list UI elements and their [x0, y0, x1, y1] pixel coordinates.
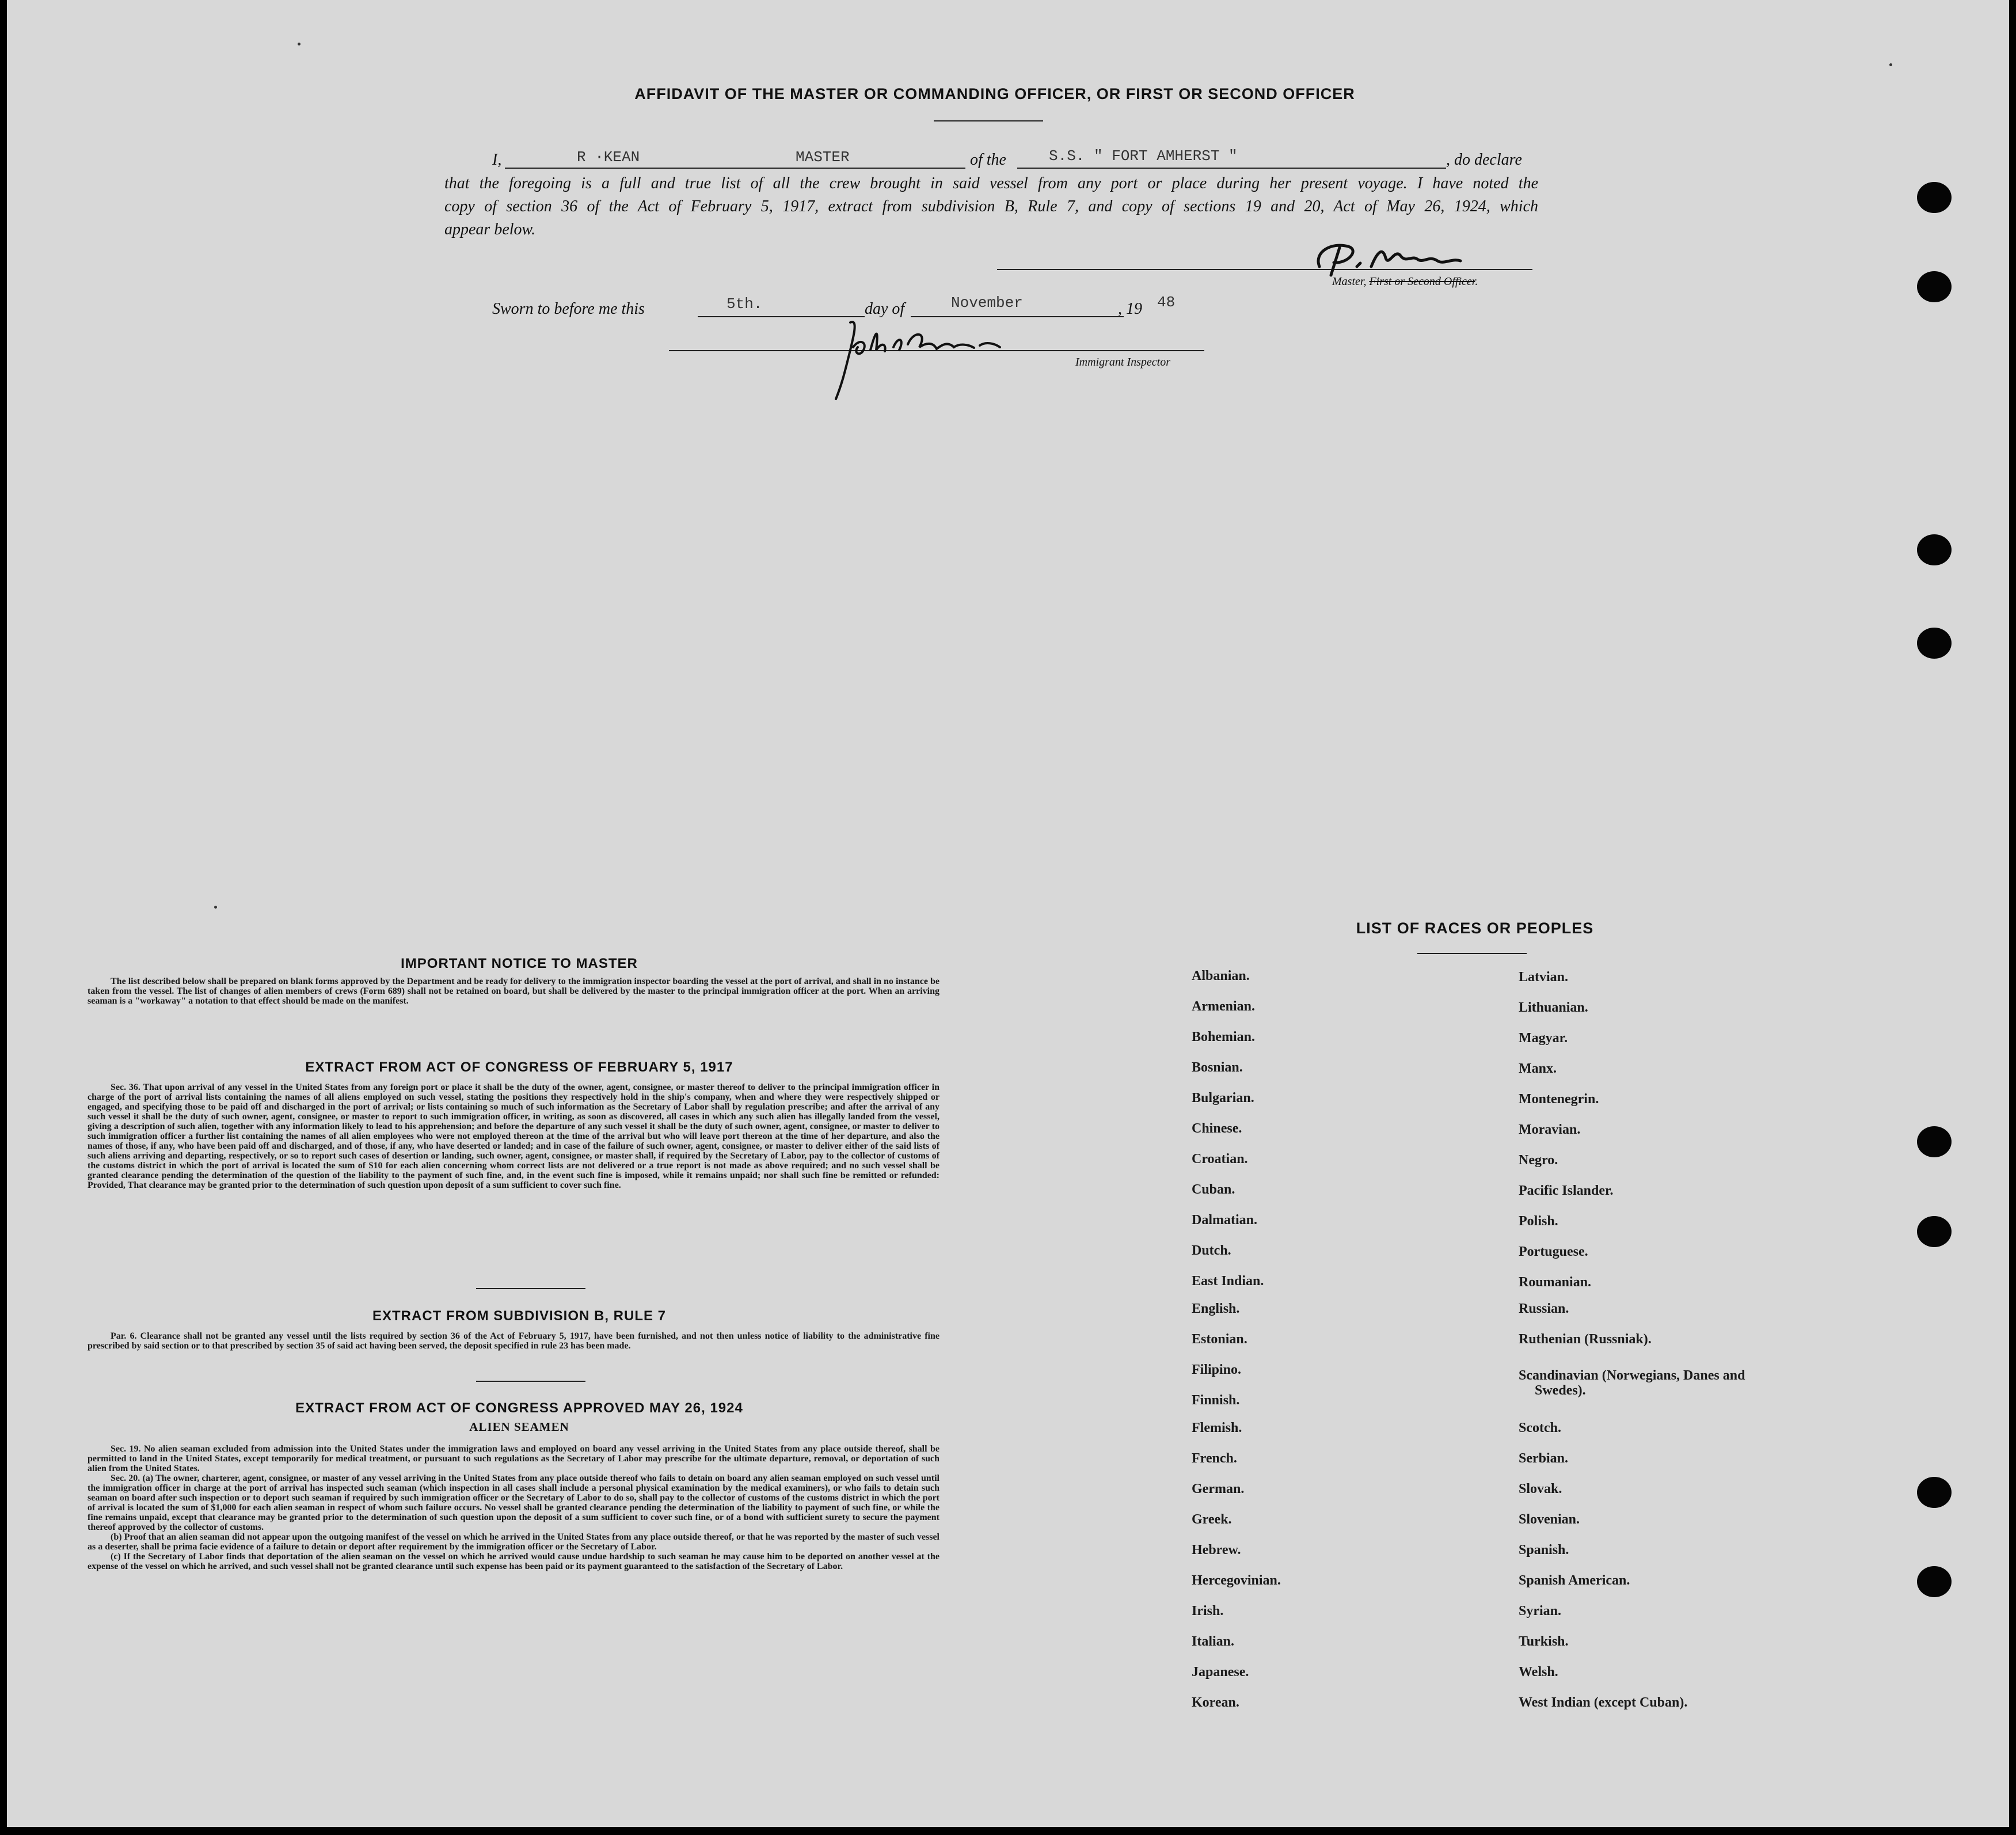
do-declare: , do declare [1446, 151, 1522, 169]
race-item: English. [1192, 1301, 1240, 1316]
extract-1924-text [88, 1444, 939, 1571]
race-item: Negro. [1519, 1153, 1558, 1168]
sec20c-paragraph: (c) If the Secretary of Labor finds that deportation of the alien seaman on the vessel on which he arrived would cause undue hardship to such seaman he may cause him to be deported on another vessel at the expense of the vessel on which he arrived, and such vessel shall not be granted clearance until such expense has been paid or its payment guaranteed to the satisfaction of the Secretary of Labor. [88, 1552, 939, 1571]
inspector-signature [796, 316, 1037, 402]
race-item: Pacific Islander. [1519, 1183, 1614, 1198]
divider [476, 1288, 585, 1289]
notice-paragraph: The list described below shall be prepared on blank forms approved by the Department and be ready for delivery to the immigration inspector boarding the vessel at the port of arrival, and shall in no instance be taken from the vessel. The list of changes of alien members of crews (Form 689) shall not be retained on board, but shall be delivered by the master to the principal immigration officer at the port. When an arriving seaman is a "workaway" a notation to that effect should be made on the manifest. [88, 977, 939, 1006]
race-item: Dutch. [1192, 1243, 1231, 1258]
race-item: Finnish. [1192, 1393, 1240, 1408]
race-item: Croatian. [1192, 1152, 1248, 1167]
affidavit-title: AFFIDAVIT OF THE MASTER OR COMMANDING OFFICER, OR FIRST OR SECOND OFFICER [634, 85, 1355, 102]
declaration-line-2: copy of section 36 of the Act of February 5, 1917, extract from subdivision B, Rule 7, and copy of sections 19 and 20, Act of May 26, 1924, which [444, 197, 1538, 215]
race-item: Flemish. [1192, 1420, 1242, 1435]
race-item: Filipino. [1192, 1362, 1242, 1377]
race-item: East Indian. [1192, 1274, 1264, 1289]
vessel-line [1017, 168, 1446, 169]
race-item: Scotch. [1519, 1420, 1561, 1435]
race-item: Russian. [1519, 1301, 1569, 1316]
race-item: Dalmatian. [1192, 1213, 1257, 1228]
year-prefix: , 19 [1118, 300, 1142, 318]
races-title: LIST OF RACES OR PEOPLES [1356, 920, 1594, 937]
race-item: Bulgarian. [1192, 1091, 1254, 1105]
race-item: Greek. [1192, 1512, 1232, 1527]
of-the-label: of the [970, 151, 1006, 169]
sworn-label: Sworn to before me this [492, 300, 645, 318]
par6-paragraph: Par. 6. Clearance shall not be granted any vessel until the lists required by section 36 of the Act of February 5, 1917, have been furnished, and not then unless notice of liability to the administrative fine prescribed by said section or to that prescribed by section 35 of said act having been served, the deposit specified in rule 23 has been made. [88, 1331, 939, 1351]
i-label: I, [492, 151, 502, 169]
caption-master: Master, [1332, 275, 1367, 288]
race-item: German. [1192, 1481, 1245, 1496]
race-item: Hebrew. [1192, 1543, 1241, 1557]
sec20b-paragraph: (b) Proof that an alien seaman did not appear upon the outgoing manifest of the vessel on which he arrived in the United States from any place outside thereof, or that he was reported by the master of such vessel as a deserter, shall be prima facie evidence of a failure to detain or deport after requirement by the immigration officer or the Secretary of Labor. [88, 1532, 939, 1552]
alien-seamen-subtitle: ALIEN SEAMEN [469, 1420, 569, 1434]
sec20a-paragraph: Sec. 20. (a) The owner, charterer, agent, consignee, or master of any vessel arriving in the United States from any place outside thereof who fails to detain on board any alien seaman employed on such vessel until the immigration officer in charge at the port of arrival has inspected such seaman (which inspection in all cases shall include a personal physical examination by the medical examiners), or who fails to detain such seaman on board after such inspection or to deport such seaman if required by such immigration officer or the Secretary of Labor to do so, shall pay to the collector of customs of the customs district in which the port of arrival is located the sum of $1,000 for each alien seaman in respect of whom such failure occurs. No vessel shall be granted clearance pending the determination of the liability to payment of such fine, or while the fine remains unpaid, except that clearance may be granted prior to the determination of such question upon the deposit of a sum sufficient to cover such fine, or of a bond with sufficient surety to secure the payment thereof approved by the collector of customs. [88, 1473, 939, 1532]
speck [298, 43, 301, 45]
race-item: Japanese. [1192, 1665, 1249, 1680]
caption-end: . [1475, 275, 1478, 288]
binder-hole [1917, 1216, 1952, 1247]
race-item: Latvian. [1519, 970, 1569, 985]
race-item: Turkish. [1519, 1634, 1569, 1649]
speck [214, 906, 217, 909]
race-item: Armenian. [1192, 999, 1255, 1014]
race-item: Hercegovinian. [1192, 1573, 1281, 1588]
race-item: Chinese. [1192, 1121, 1242, 1136]
divider [1417, 953, 1527, 954]
race-item: Moravian. [1519, 1122, 1581, 1137]
race-item: Manx. [1519, 1061, 1557, 1076]
race-item: Irish. [1192, 1604, 1224, 1619]
sec19-paragraph: Sec. 19. No alien seaman excluded from admission into the United States under the immigration laws and employed on board any vessel arriving in the United States from any place outside thereof, shall be permitted to land in the United States, except temporarily for medical treatment, or pursuant to such regulations as the Secretary of Labor may prescribe for the ultimate departure, removal, or deportation of such alien from the United States. [88, 1444, 939, 1473]
vessel-name: S.S. " FORT AMHERST " [1049, 147, 1238, 165]
declaration-line-1: that the foregoing is a full and true list of all the crew brought in said vessel from any port or place during her present voyage. I have noted the [444, 174, 1538, 192]
document-page [7, 0, 2009, 1827]
caption-struck: First or Second Officer [1369, 275, 1475, 288]
binder-hole [1917, 1126, 1952, 1157]
binder-hole [1917, 182, 1952, 213]
race-item: Bohemian. [1192, 1029, 1256, 1044]
race-item: Montenegrin. [1519, 1092, 1599, 1107]
notice-text [88, 977, 939, 1006]
declaration-line-3: appear below. [444, 221, 536, 238]
inspector-caption: Immigrant Inspector [1075, 356, 1170, 368]
race-item: Serbian. [1519, 1451, 1569, 1466]
race-item: French. [1192, 1451, 1237, 1466]
sworn-day: 5th. [726, 295, 763, 313]
race-item: Cuban. [1192, 1182, 1235, 1197]
race-item: Polish. [1519, 1214, 1558, 1229]
divider [934, 120, 1043, 121]
extract-1924-title: EXTRACT FROM ACT OF CONGRESS APPROVED MAY 26, 1924 [295, 1400, 743, 1416]
race-item: Spanish American. [1519, 1573, 1630, 1588]
race-item: Roumanian. [1519, 1275, 1592, 1290]
sec36-paragraph: Sec. 36. That upon arrival of any vessel in the United States from any foreign port or place it shall be the duty of the owner, agent, consignee, or master thereof to deliver to the principal immigration officer in charge of the port of arrival lists containing the names of all aliens employed on such vessel, stating the positions they respectively hold in the ship's company, when and where they were respectively shipped or engaged, and specifying those to be paid off and discharged in the port of arrival; or lists containing so much of such information as the Secretary of Labor shall by regulation prescribe; and after the arrival of any such vessel it shall be the duty of such owner, agent, consignee, or master to report to such immigration officer, in writing, as soon as discovered, all cases in which any such alien has illegally landed from the vessel, giving a description of such alien, together with any information likely to lead to his apprehension; and before the departure of any such vessel it shall be the duty of such owner, agent, consignee, or master to deliver to such immigration officer a further list containing the names of all alien employees who were not employed thereon at the time of the arrival but who will leave port thereon at the time of her departure, and also the names of those, if any, who have been paid off and discharged, and of those, if any, who have deserted or landed; and in case of the failure of such owner, agent, consignee, or master to deliver either of the said lists of such aliens arriving and departing, respectively, or so to report such cases of desertion or landing, such owner, agent, consignee, or master shall, if required by the Secretary of Labor, pay to the collector of customs of the customs district in which the port of arrival is located the sum of $10 for each alien concerning whom correct lists are not delivered or a true report is not made as above required; and no such vessel shall be granted clearance pending the determination of the question of the liability to the payment of such fine, and, in the event such fine is imposed, while it remains unpaid; nor shall such fine be remitted or refunded: Provided, That clearance may be granted prior to the determination of such question upon deposit of a sum sufficient to cover such fine. [88, 1082, 939, 1190]
race-item: Slovenian. [1519, 1512, 1580, 1527]
binder-hole [1917, 1566, 1952, 1597]
extract-rule7-title: EXTRACT FROM SUBDIVISION B, RULE 7 [372, 1308, 667, 1324]
extract-1917-title: EXTRACT FROM ACT OF CONGRESS OF FEBRUARY 5, 1917 [305, 1059, 733, 1075]
race-item: Ruthenian (Russniak). [1519, 1332, 1652, 1347]
binder-hole [1917, 534, 1952, 565]
divider [476, 1381, 585, 1382]
race-item: Italian. [1192, 1634, 1235, 1649]
day-of-label: day of [865, 300, 905, 318]
extract-rule7-text [88, 1331, 939, 1351]
race-item: Korean. [1192, 1695, 1239, 1710]
officer-name: R ·KEAN [577, 149, 640, 166]
binder-hole [1917, 271, 1952, 302]
signature-caption [1332, 275, 1478, 288]
binder-hole [1917, 628, 1952, 659]
race-item: Portuguese. [1519, 1244, 1588, 1259]
race-item: Scandinavian (Norwegians, Danes and Swedes). [1519, 1368, 1745, 1398]
race-item: Spanish. [1519, 1543, 1569, 1557]
extract-1917-text [88, 1082, 939, 1190]
race-item: Welsh. [1519, 1665, 1558, 1680]
race-item: West Indian (except Cuban). [1519, 1695, 1688, 1710]
race-item: Estonian. [1192, 1332, 1247, 1347]
race-item: Syrian. [1519, 1604, 1562, 1619]
name-line [505, 168, 965, 169]
notice-title: IMPORTANT NOTICE TO MASTER [401, 956, 638, 971]
race-item: Lithuanian. [1519, 1000, 1588, 1015]
sworn-month: November [951, 294, 1023, 311]
race-item: Magyar. [1519, 1031, 1568, 1046]
binder-hole [1917, 1477, 1952, 1508]
speck [1889, 63, 1892, 66]
race-item: Albanian. [1192, 968, 1250, 983]
master-signature [1308, 235, 1498, 281]
race-item: Slovak. [1519, 1481, 1562, 1496]
officer-rank: MASTER [796, 149, 850, 166]
race-item: Bosnian. [1192, 1060, 1243, 1075]
year-suffix: 48 [1157, 294, 1176, 311]
